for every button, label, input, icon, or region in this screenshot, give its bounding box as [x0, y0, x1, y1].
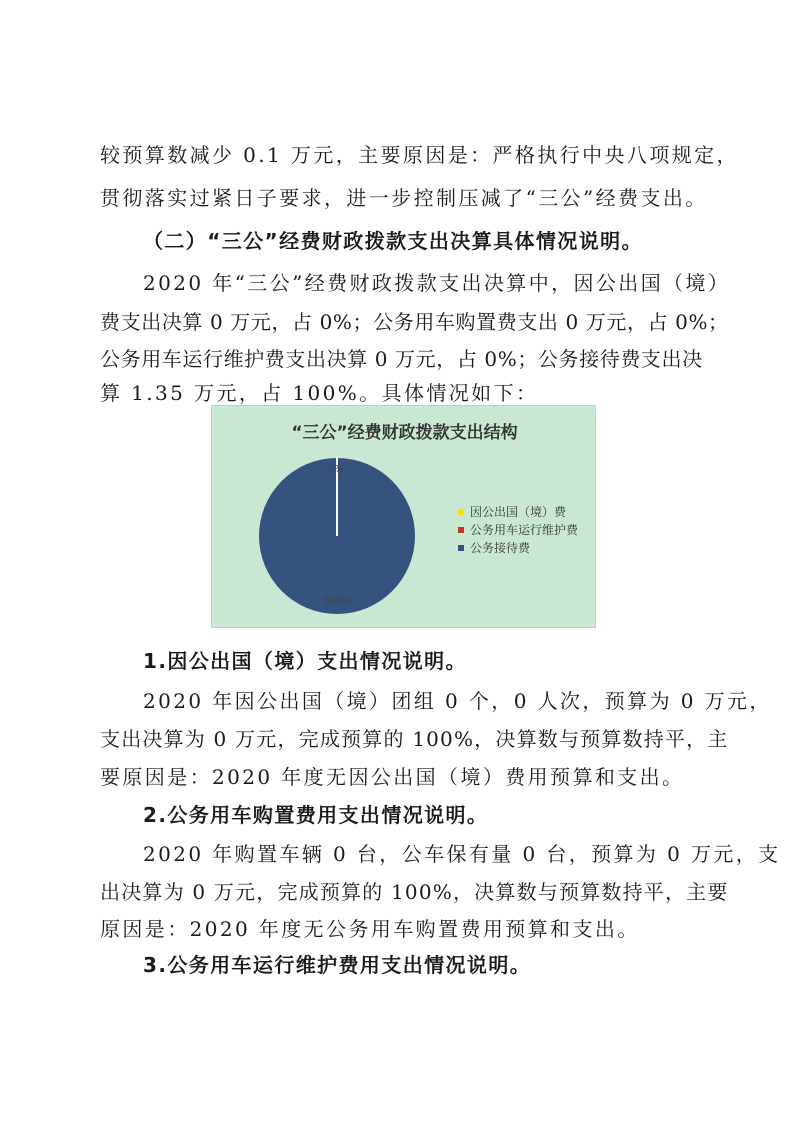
- paragraph-line: 2020 年因公出国（境）团组 0 个，0 人次，预算为 0 万元，: [143, 689, 772, 713]
- subheading-3: 3.公务用车运行维护费用支出情况说明。: [143, 953, 532, 977]
- paragraph-line: 贯彻落实过紧日子要求，进一步控制压减了“三公”经费支出。: [100, 186, 708, 210]
- subheading-1: 1.因公出国（境）支出情况说明。: [143, 649, 467, 673]
- paragraph-line: 费支出决算 0 万元，占 0%；公务用车购置费支出 0 万元，占 0%；: [100, 310, 729, 334]
- legend-label: 因公出国（境）费: [470, 505, 567, 519]
- section-heading: （二）“三公”经费财政拨款支出决算具体情况说明。: [143, 229, 643, 253]
- paragraph-line: 要原因是：2020 年度无因公出国（境）费用预算和支出。: [100, 765, 685, 789]
- paragraph-line: 原因是：2020 年度无公务用车购置费用预算和支出。: [100, 917, 640, 941]
- paragraph-line: 出决算为 0 万元，完成预算的 100%，决算数与预算数持平，主要: [100, 880, 729, 904]
- subheading-2: 2.公务用车购置费用支出情况说明。: [143, 803, 489, 827]
- paragraph-line: 支出决算为 0 万元，完成预算的 100%，决算数与预算数持平，主: [100, 727, 729, 751]
- legend-label: 公务用车运行维护费: [470, 523, 579, 537]
- paragraph-line: 2020 年“三公”经费财政拨款支出决算中，因公出国（境）: [143, 271, 731, 295]
- paragraph-line: 2020 年购置车辆 0 台，公车保有量 0 台，预算为 0 万元，支: [143, 842, 781, 866]
- legend-swatch: [458, 545, 464, 551]
- legend-swatch: [458, 527, 464, 533]
- slice-data-label: 0%: [328, 464, 344, 475]
- chart-title: “三公”经费财政拨款支出结构: [291, 423, 518, 443]
- chart-legend: [458, 503, 578, 557]
- legend-item: [458, 503, 578, 521]
- legend-label: 公务接待费: [470, 541, 531, 555]
- legend-item: [458, 539, 578, 557]
- legend-swatch: [458, 509, 464, 515]
- pie-chart: [211, 405, 596, 628]
- slice-data-label: 100%: [323, 596, 352, 607]
- paragraph-line: 公务用车运行维护费支出决算 0 万元，占 0%；公务接待费支出决: [100, 347, 703, 371]
- paragraph-line: 较预算数减少 0.1 万元，主要原因是：严格执行中央八项规定，: [100, 143, 739, 167]
- paragraph-line: 算 1.35 万元，占 100%。具体情况如下：: [100, 381, 539, 405]
- legend-item: [458, 521, 578, 539]
